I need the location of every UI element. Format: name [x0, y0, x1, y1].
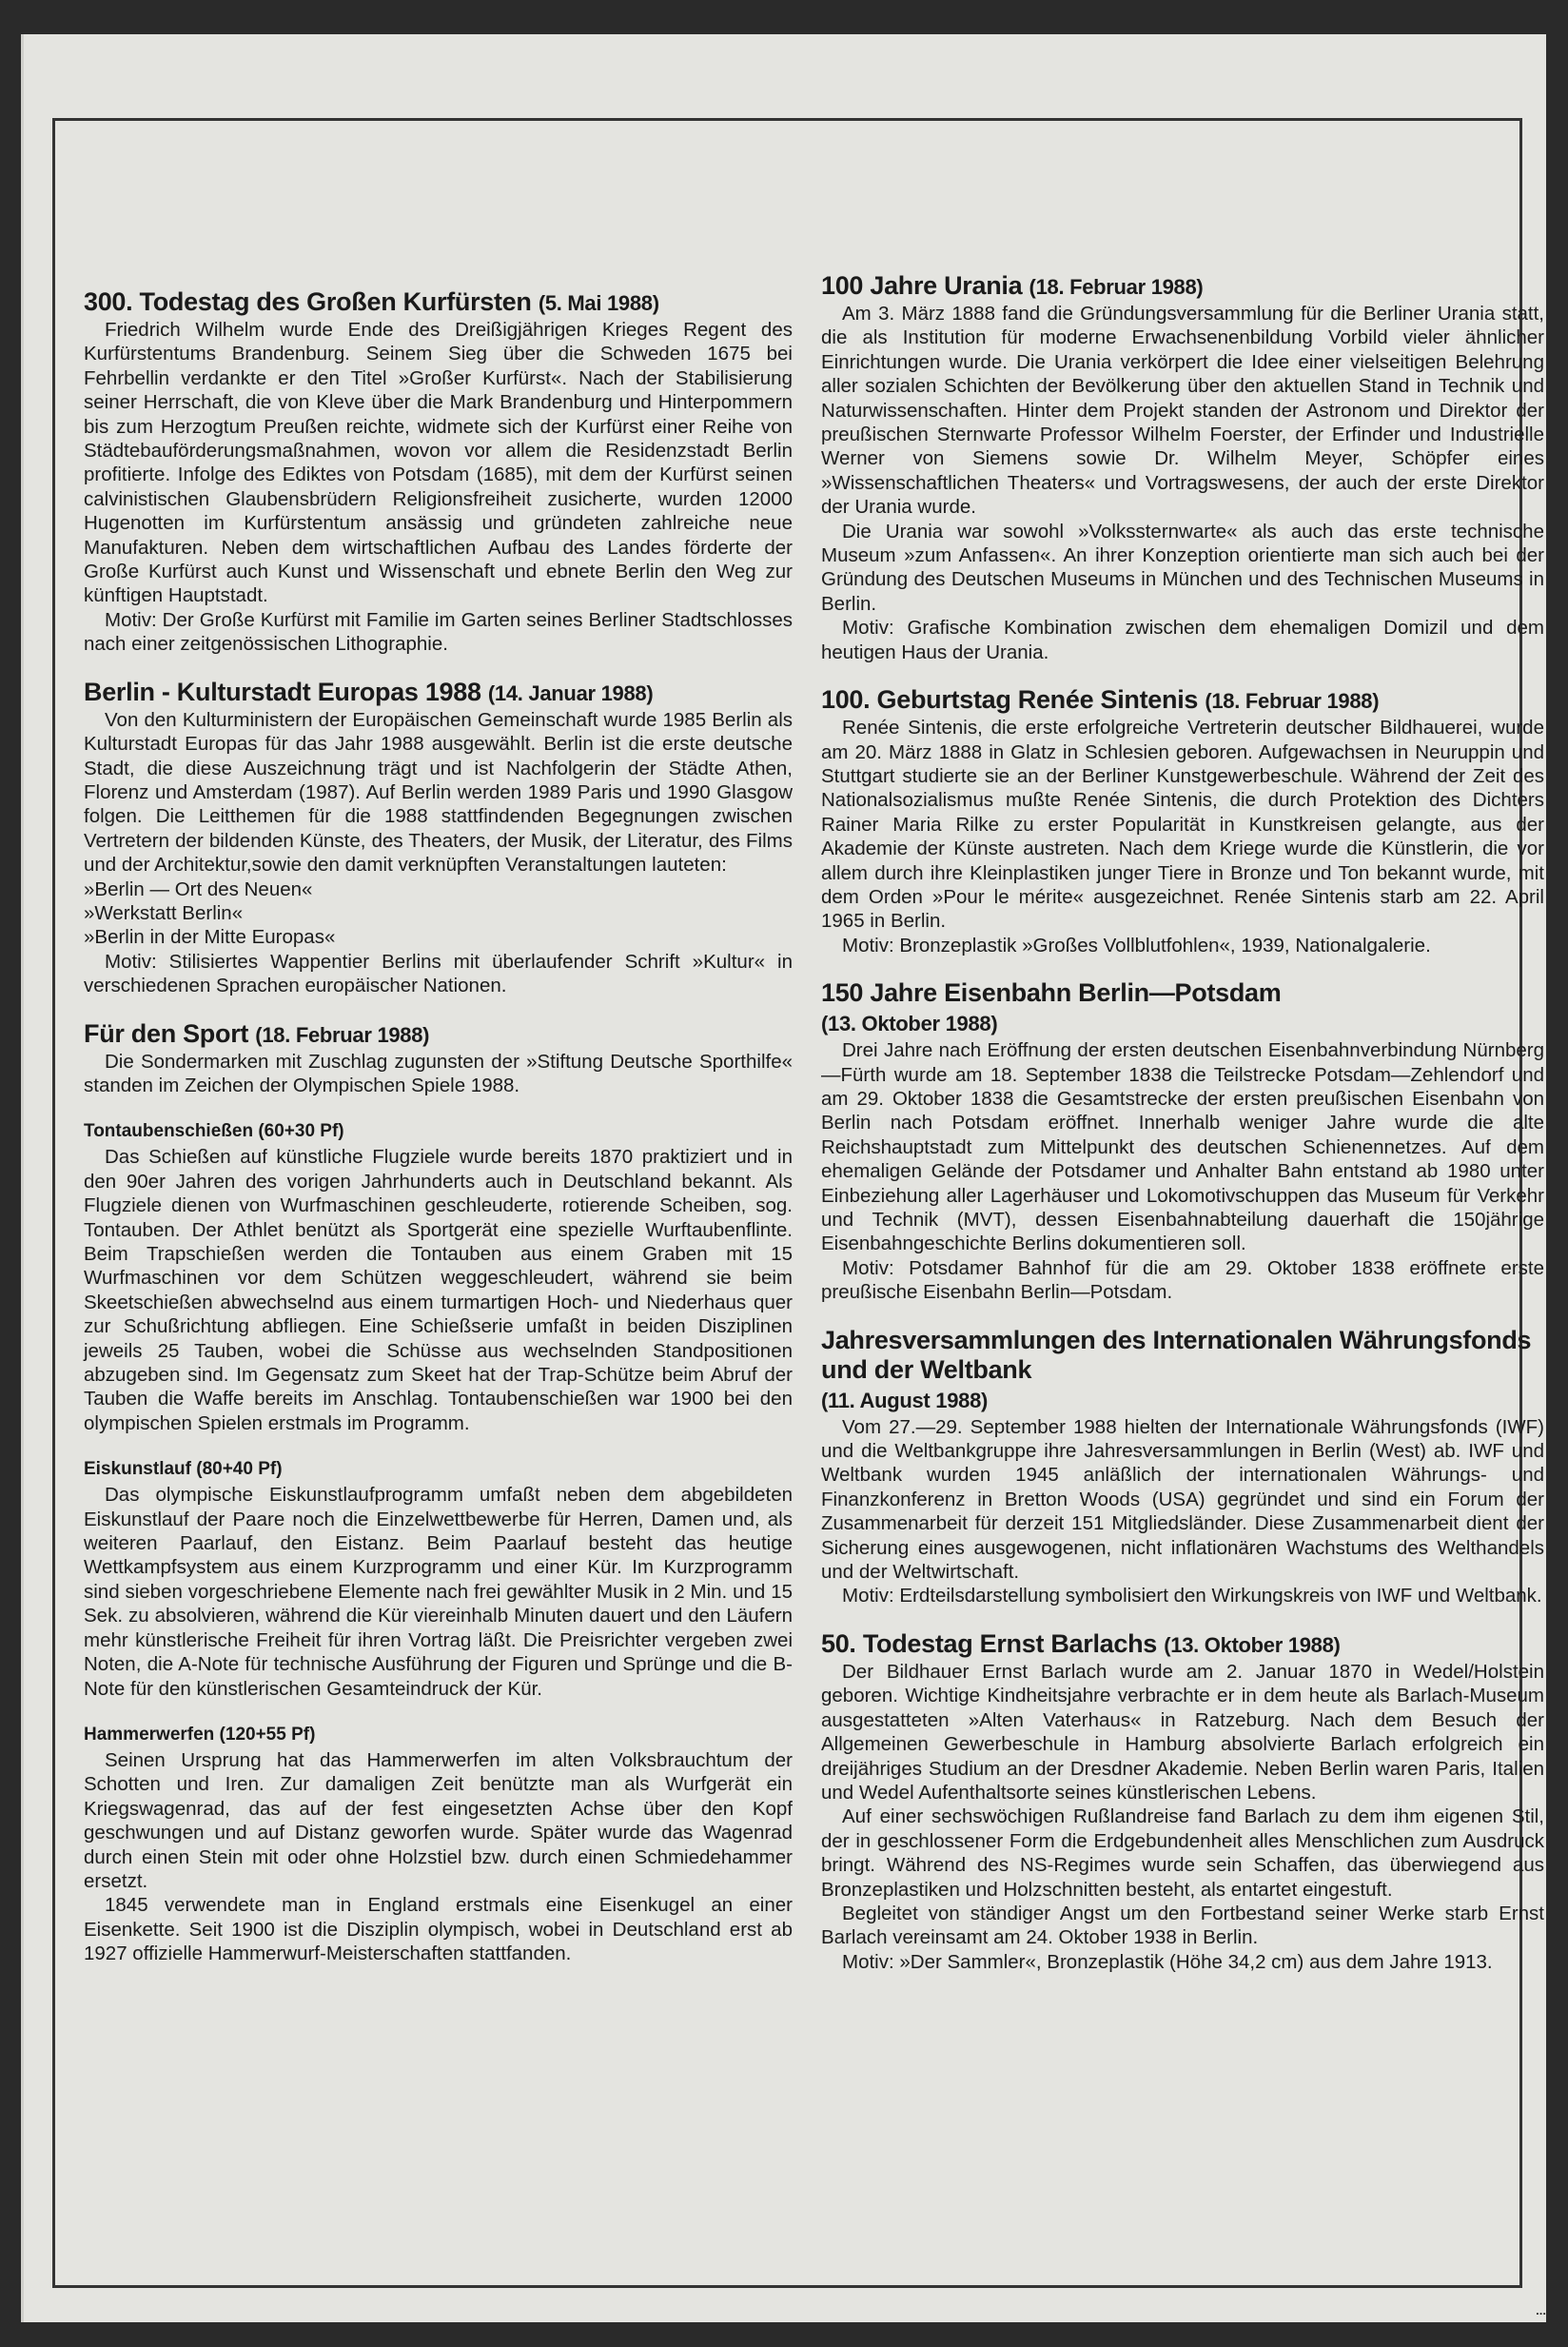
article-title: 100. Geburtstag Renée Sintenis (18. Februar 1988): [821, 685, 1380, 715]
subsection-heading: Tontaubenschießen (60+30 Pf): [84, 1121, 344, 1142]
article-paragraph: Am 3. März 1888 fand die Gründungsversammlung für die Berliner Urania statt, die als Institution für moderne Erwachsenenbildung Vorbild vieler ähnlicher Einrichtungen wurde. Die Urania verkörpert die Idee einer vielseitigen Belehrung aller sozialen Schichten der Bevölkerung über den aktuellen Stand in Technik und Naturwissenschaften. Hinter dem Projekt standen der Astronom und Direktor der preußischen Sternwarte Professor Wilhelm Foerster, der Erfinder und Industrielle Werner von Siemens sowie Dr. Wilhelm Meyer, Schöpfer eines »Wissenschaftlichen Theaters« und Vortragswesens, der auch der erste Direktor der Urania wurde.: [821, 303, 1544, 519]
article-barlach: [821, 1629, 1544, 1974]
subsection-heading: Hammerwerfen (120+55 Pf): [84, 1724, 316, 1745]
article-title: 100 Jahre Urania (18. Februar 1988): [821, 271, 1204, 300]
article-paragraph: 1845 verwendete man in England erstmals eine Eisenkugel an einer Eisenkette. Seit 1900 ist die Disziplin olympisch, wobei in Deutschland erst ab 1927 offizielle Hammerwurf-Meisterschaften stattfanden.: [84, 1894, 793, 1965]
article-title: 150 Jahre Eisenbahn Berlin—Potsdam (13. Oktober 1988): [821, 978, 1282, 1036]
article-urania: [821, 271, 1544, 664]
right-column: [821, 271, 1544, 1995]
article-paragraph: Von den Kulturministern der Europäischen Gemeinschaft wurde 1985 Berlin als Kulturstadt Europas für das Jahr 1988 ausgewählt. Berlin ist die erste deutsche Stadt, die diese Auszeichnung trägt und ist Nachfolgerin der Städte Athen, Florenz und Amsterdam (1987). Auf Berlin werden 1989 Paris und 1990 Glasgow folgen. Die Leitthemen für die 1988 stattfindenden Begegnungen zwischen Vertretern der bildenden Künste, des Theaters, der Musik, der Literatur, des Films und der Architektur,sowie den damit verknüpften Veranstaltungen lauteten:: [84, 708, 793, 877]
article-paragraph: Begleitet von ständiger Angst um den Fortbestand seiner Werke starb Ernst Barlach vereinsamt am 24. Oktober 1938 in Berlin.: [821, 1902, 1544, 1949]
article-eisenbahn: [821, 978, 1544, 1304]
article-paragraph: Das Schießen auf künstliche Flugziele wurde bereits 1870 praktiziert und in den 90er Jahren des vorigen Jahrhunderts auch in Deutschland bekannt. Als Flugziele dienen von Wurfmaschinen geschleuderte, rotierende Scheiben, sog. Tontauben. Der Athlet benützt als Sportgerät eine spezielle Wurftaubenflinte. Beim Trapschießen werden die Tontauben aus einem Graben mit 15 Wurfmaschinen vor dem Schützen weggeschleudert, während sie beim Skeetschießen abwechselnd aus einem turmartigen Hoch- und Niederhaus quer zur Schußrichtung abfliegen. Eine Schießserie umfaßt in beiden Disziplinen jeweils 25 Tauben, wobei die Schüsse aus wechselnden Standpositionen abzugeben sind. Im Gegensatz zum Skeet hat der Trap-Schütze beim Abruf der Tauben die Waffe bereits im Anschlag. Tontaubenschießen war 1900 bei den olympischen Spielen erstmals im Programm.: [84, 1146, 793, 1434]
article-sport: [84, 1019, 793, 1966]
left-column: [84, 287, 793, 1987]
article-title: Berlin - Kulturstadt Europas 1988 (14. Januar 1988): [84, 677, 654, 706]
article-paragraph: Auf einer sechswöchigen Rußlandreise fand Barlach zu dem ihm eigenen Stil, der in geschlossener Form die Erdgebundenheit alles Menschlichen zum Ausdruck bringt. Während des NS-Regimes wurde sein Schaffen, das überwiegend aus Bronzeplastiken und Holzschnitten besteht, als entartet eingestuft.: [821, 1805, 1544, 1901]
article-motiv: Motiv: Der Große Kurfürst mit Familie im Garten seines Berliner Stadtschlosses nach einer zeitgenössischen Lithographie.: [84, 608, 793, 656]
article-title: 50. Todestag Ernst Barlachs (13. Oktober 1988): [821, 1628, 1341, 1658]
corner-text: ...: [1536, 2303, 1546, 2317]
article-paragraph: Die Urania war sowohl »Volkssternwarte« als auch das erste technische Museum »zum Anfassen«. An ihrer Konzeption orientierte man sich auch bei der Gründung des Deutschen Museums in München und des Technischen Museums in Berlin.: [821, 520, 1544, 615]
article-list-item: »Berlin in der Mitte Europas«: [84, 926, 336, 949]
article-paragraph: Vom 27.—29. September 1988 hielten der Internationale Währungsfonds (IWF) und die Weltbankgruppe ihre Jahresversammlungen in Berlin (West) ab. IWF und Weltbank wurden 1945 anläßlich der internationalen Währungs- und Finanzkonferenz in Bretton Woods (USA) gegründet und sind ein Forum der Zusammenarbeit für derzeit 151 Mitgliedsländer. Diese Zusammenarbeit dient der Sicherung eines ausgewogenen, nicht inflationären Wachstums des Welthandels und der Weltwirtschaft.: [821, 1415, 1544, 1584]
article-paragraph: Das olympische Eiskunstlaufprogramm umfaßt neben dem abgebildeten Eiskunstlauf der Paare noch die Einzelwettbewerbe für Herren, Damen und, als weiteren Paarlauf, den Eistanz. Beim Paarlauf besteht das heutige Wettkampfsystem aus einem Kurzprogramm und einer Kür. Im Kurzprogramm sind sieben vorgeschriebene Elemente nach frei gewählter Musik in 2 Min. und 15 Sek. zu absolvieren, während die Kür viereinhalb Minuten dauert und den Läufern mehr künstlerische Freiheit für ihren Vortrag läßt. Die Preisrichter vergeben zwei Noten, die A-Note für technische Ausführung der Figuren und Sprünge und die B-Note für den künstlerischen Gesamteindruck der Kür.: [84, 1484, 793, 1700]
article-paragraph: Friedrich Wilhelm wurde Ende des Dreißigjährigen Krieges Regent des Kurfürstentums Brandenburg. Seinem Sieg über die Schweden 1675 bei Fehrbellin verdankte er den Titel »Großer Kurfürst«. Nach der Stabilisierung seiner Herrschaft, die von Kleve über die Mark Brandenburg und Hinterpommern bis zum Herzogtum Preußen reichte, widmete sich der Kurfürst einer Reihe von Städtebauförderungsmaßnahmen, wovon vor allem die Residenzstadt Berlin profitierte. Infolge des Ediktes von Potsdam (1685), mit dem der Kurfürst seinen calvinistischen Glaubensbrüdern Religionsfreiheit zusicherte, wurden 12000 Hugenotten im Kurfürstentum ansässig und gründeten zahlreiche neue Manufakturen. Neben dem wirtschaftlichen Aufbau des Landes förderte der Große Kurfürst auch Kunst und Wissenschaft und ebnete Berlin den Weg zur künftigen Hauptstadt.: [84, 319, 793, 607]
article-motiv: Motiv: Bronzeplastik »Großes Vollblutfohlen«, 1939, Nationalgalerie.: [842, 934, 1431, 957]
subsection-heading: Eiskunstlauf (80+40 Pf): [84, 1459, 283, 1480]
article-kurfuerst: [84, 287, 793, 657]
article-list-item: »Berlin — Ort des Neuen«: [84, 878, 313, 900]
article-list-item: »Werkstatt Berlin«: [84, 901, 244, 924]
article-paragraph: Drei Jahre nach Eröffnung der ersten deutschen Eisenbahnverbindung Nürnberg—Fürth wurde am 18. September 1838 die Teilstrecke Potsdam—Zehlendorf und am 29. Oktober 1838 die Gesamtstrecke der ersten preußischen Eisenbahn von Berlin nach Potsdam eröffnet. Innerhalb weniger Jahre wurde die alte Reichshauptstadt zum Mittelpunkt des deutschen Schienennetzes. Auf dem ehemaligen Gelände der Potsdamer und Anhalter Bahn entstand ab 1980 unter Einbeziehung aller Lagerhäuser und Lokomotivschuppen das Museum für Verkehr und Technik (MVT), dessen Eisenbahnabteilung dauerhaft die 150jährige Eisenbahngeschichte Berlins dokumentieren soll.: [821, 1039, 1544, 1255]
article-paragraph: Die Sondermarken mit Zuschlag zugunsten der »Stiftung Deutsche Sporthilfe« standen im Zeichen der Olympischen Spiele 1988.: [84, 1050, 793, 1096]
article-motiv: Motiv: Stilisiertes Wappentier Berlins mit überlaufender Schrift »Kultur« in verschiedenen Sprachen europäischer Nationen.: [84, 950, 793, 997]
article-paragraph: Renée Sintenis, die erste erfolgreiche Vertreterin deutscher Bildhauerei, wurde am 20. März 1888 in Glatz in Schlesien geboren. Aufgewachsen in Neuruppin und Stuttgart studierte sie an der Berliner Kunstgewerbeschule. Während der Zeit des Nationalsozialismus mußte Renée Sintenis, die durch Protektion des Dichters Rainer Maria Rilke zu erster Popularität in Kunstkreisen gelangte, aus der Akademie der Künste austreten. Nach dem Kriege wurde die Künstlerin, die vor allem durch ihre Kleinplastiken junger Tiere in Bronze und Ton bekannt wurde, mit dem Orden »Pour le mérite« ausgezeichnet. Renée Sintenis starb am 22. April 1965 in Berlin.: [821, 717, 1544, 933]
article-paragraph: Seinen Ursprung hat das Hammerwerfen im alten Volksbrauchtum der Schotten und Iren. Zur damaligen Zeit benützte man als Wurfgerät ein Kriegswagenrad, das auf der fest eingesetzten Achse über den Kopf geschwungen und auf Distanz geworfen wurde. Später wurde das Wagenrad durch einen Stein mit oder ohne Holzstiel bzw. durch einen Schmiedehammer ersetzt.: [84, 1748, 793, 1892]
page-sheet: [21, 34, 1546, 2322]
article-title: Jahresversammlungen des Internationalen Währungsfonds und der Weltbank (11. August 1988): [821, 1325, 1532, 1412]
article-kulturstadt: [84, 678, 793, 998]
article-motiv: Motiv: Potsdamer Bahnhof für die am 29. Oktober 1838 eröffnete erste preußische Eisenbahn Berlin—Potsdam.: [821, 1256, 1544, 1304]
article-motiv: Motiv: Erdteilsdarstellung symbolisiert den Wirkungskreis von IWF und Weltbank.: [842, 1585, 1542, 1607]
article-title: 300. Todestag des Großen Kurfürsten (5. Mai 1988): [84, 287, 659, 316]
article-motiv: Motiv: Grafische Kombination zwischen dem ehemaligen Domizil und dem heutigen Haus der Urania.: [821, 617, 1544, 663]
article-iwf: [821, 1326, 1544, 1608]
article-paragraph: Der Bildhauer Ernst Barlach wurde am 2. Januar 1870 in Wedel/Holstein geboren. Wichtige Kindheitsjahre verbrachte er in dem heute als Barlach-Museum ausgestatteten »Alten Vaterhaus« in Ratzeburg. Nach dem Besuch der Allgemeinen Gewerbeschule in Hamburg absolvierte Barlach erfolgreich ein dreijähriges Studium an der Dresdner Akademie. Neben Berlin waren Paris, Italien und Wedel Aufenthaltsorte seines künstlerischen Lebens.: [821, 1660, 1544, 1804]
article-title: Für den Sport (18. Februar 1988): [84, 1018, 430, 1048]
article-motiv: Motiv: »Der Sammler«, Bronzeplastik (Höhe 34,2 cm) aus dem Jahre 1913.: [842, 1950, 1493, 1973]
document-frame: [52, 118, 1544, 2288]
article-sintenis: [821, 685, 1544, 957]
